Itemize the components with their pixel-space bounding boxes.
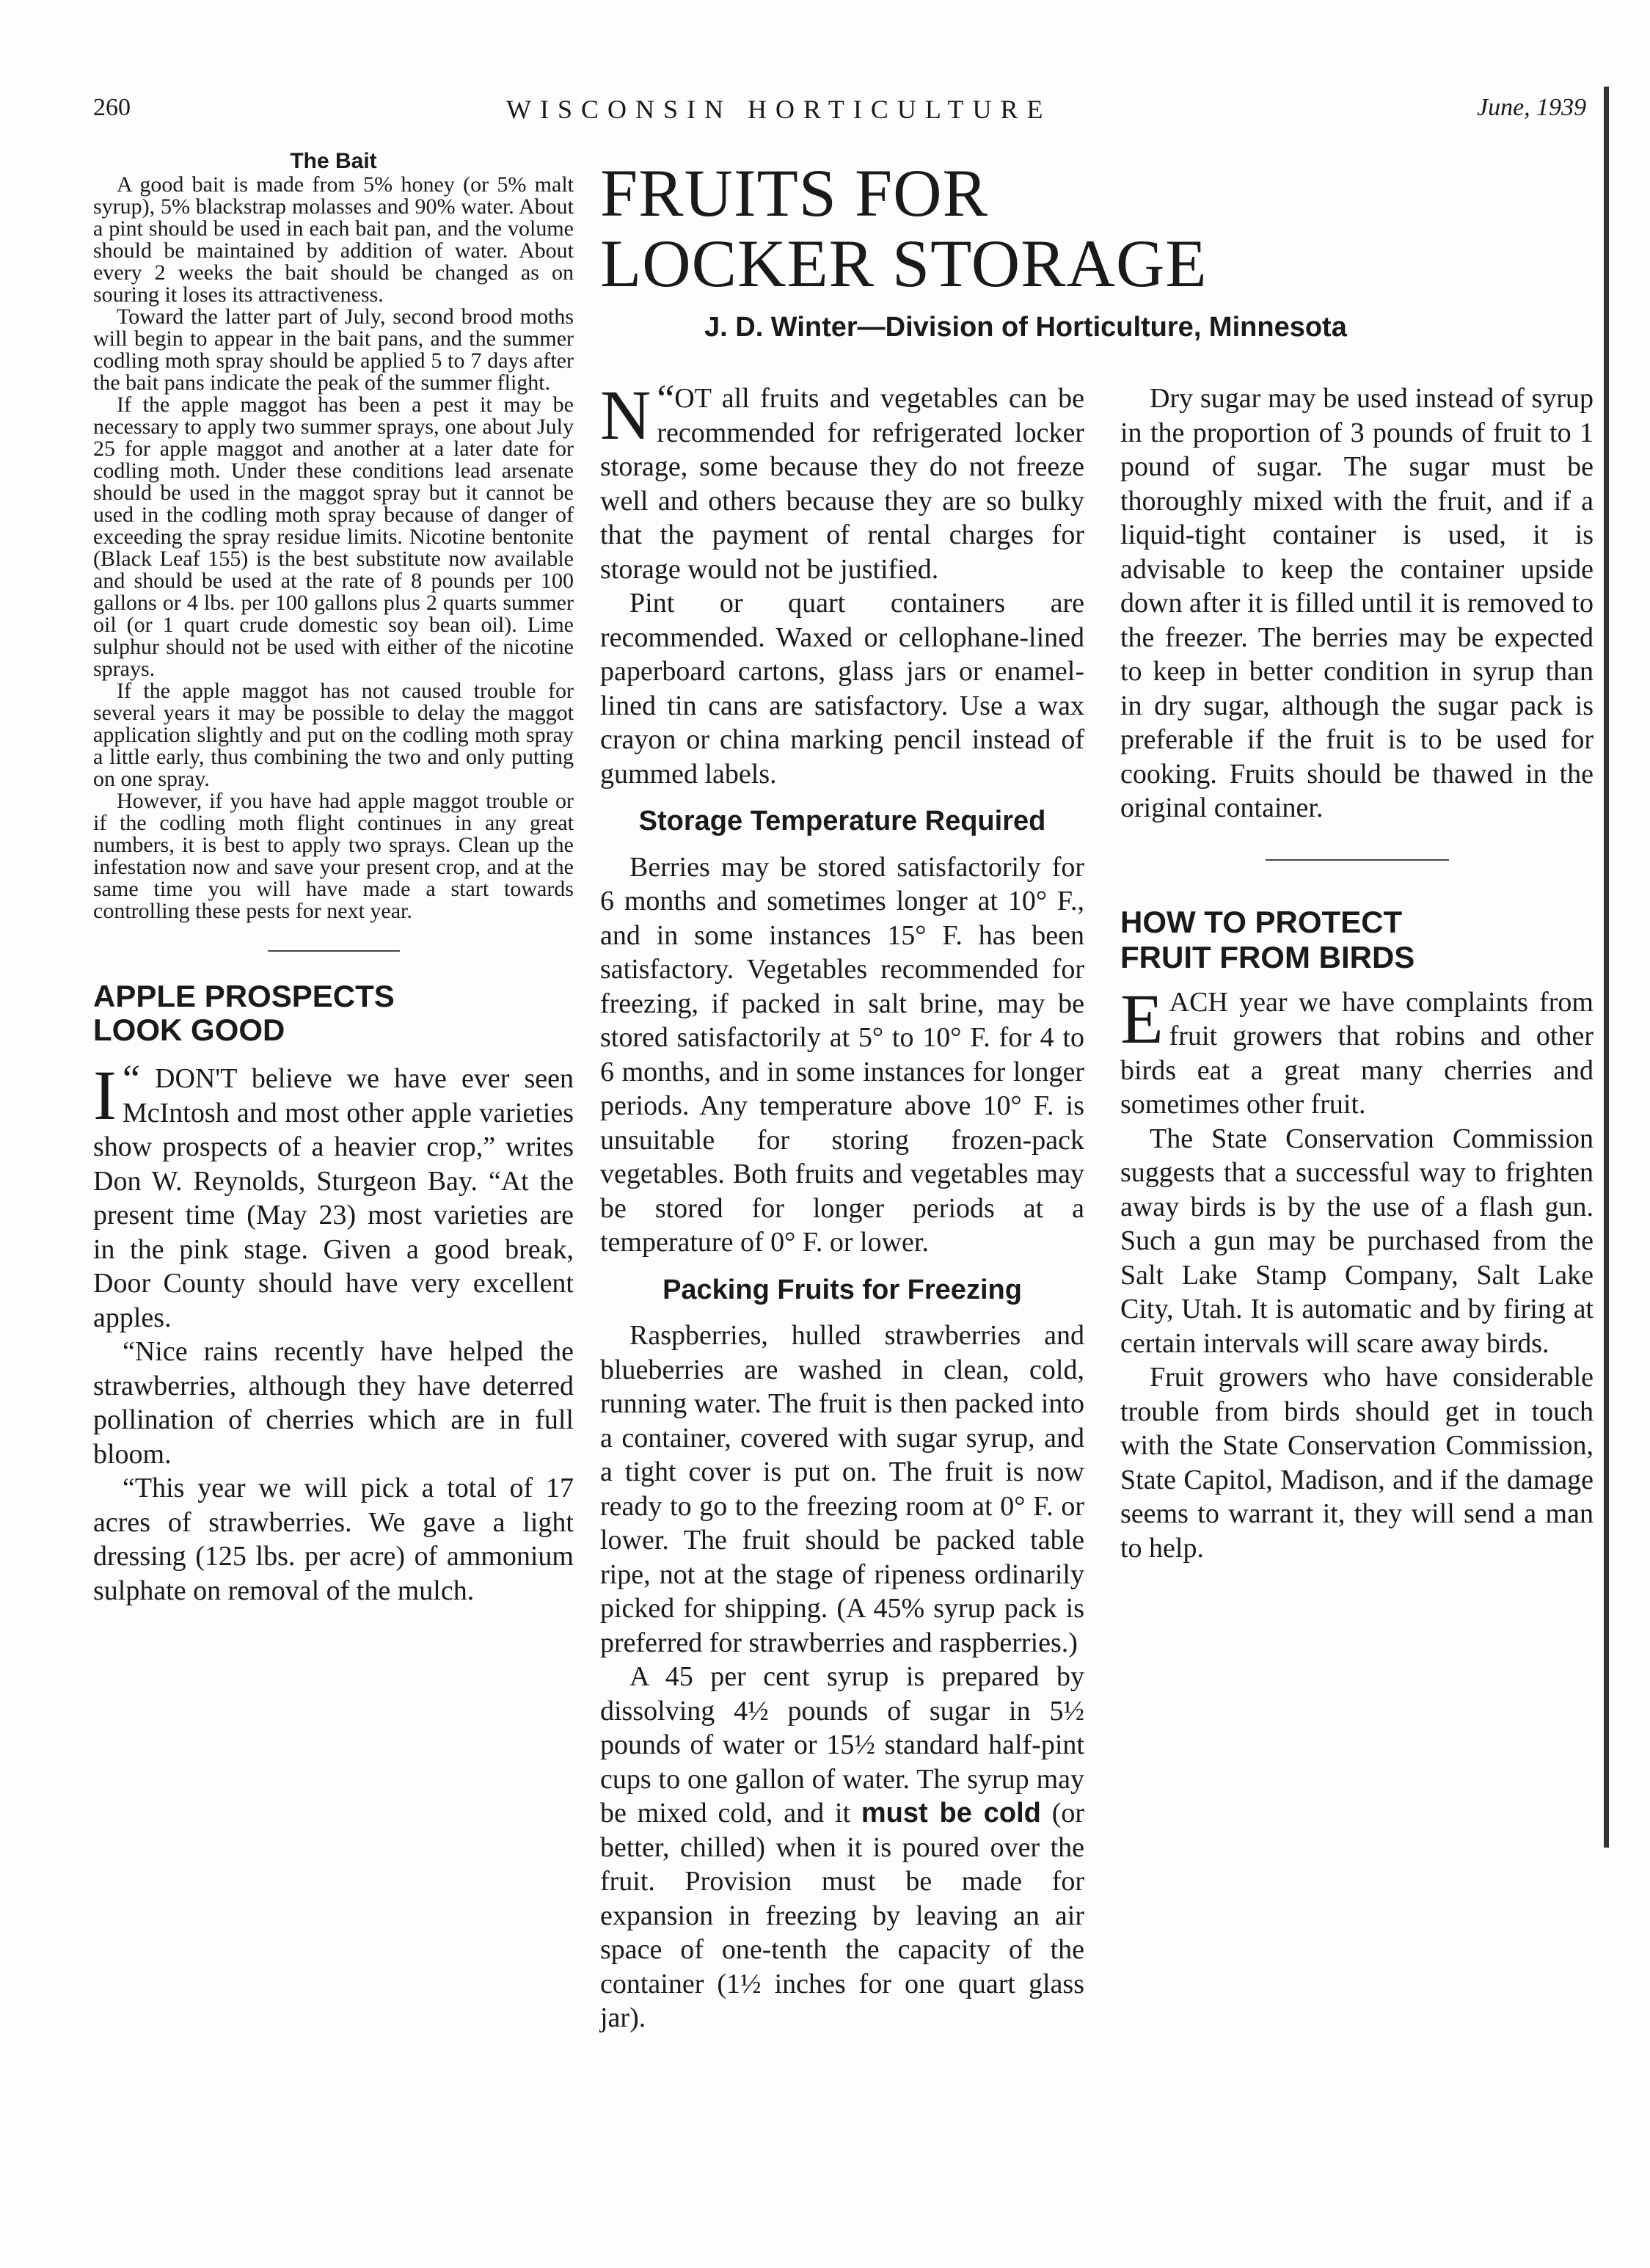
middle-column (600, 376, 1085, 2035)
right-column (1120, 382, 1594, 1565)
bait-paragraph: A good bait is made from 5% honey (or 5% malt syrup), 5% blackstrap molasses and 90% water. About a pint should be used in each bait pan, and the volume should be maintained by addition of water. About every 2 weeks the bait should be changed as on souring it loses its attractiveness. (93, 172, 574, 307)
bait-paragraph: If the apple maggot has been a pest it may be necessary to apply two summer sprays, one about July 25 for apple maggot and another at a later date for codling moth. Under these conditions lead arsenate should be used in the maggot spray but it cannot be used in the codling moth spray because of danger of exceeding the spray residue limits. Nicotine bentonite (Black Leaf 155) is the best substitute now available and should be used at the rate of 8 pounds per 100 gallons or 4 lbs. per 100 gallons plus 2 quarts summer oil (or 1 quart crude domestic soy bean oil). Lime sulphur should not be used with either of the nicotine sprays. (93, 393, 574, 681)
bait-paragraph: Toward the latter part of July, second brood moths will begin to appear in the bait pans, and the summer codling moth spray should be applied 5 to 7 days after the bait pans indicate the peak of the summer flight. (93, 305, 574, 395)
byline: J. D. Winter—Division of Horticulture, Minnesota (704, 312, 1347, 343)
article-paragraph-text: OT all fruits and vegetables can be recommended for refrigerated locker storage, some because they do not freeze well and others because they are so bulky that the payment of rental charges for storage would not be justified. (600, 383, 1084, 585)
drop-quote: “ (657, 376, 675, 420)
bait-section (93, 150, 574, 922)
drop-cap: N (600, 376, 651, 454)
article-first-paragraph (600, 376, 1084, 586)
bait-paragraph: If the apple maggot has not caused trouble for several years it may be possible to delay the maggot application slightly and put on the codling moth spray a little early, thus combining the two and only putting on one spray. (93, 679, 574, 791)
article-paragraph: Raspberries, hulled strawberries and blueberries are washed in clean, cold, running water. The fruit is then packed into a container, covered with sugar syrup, and a tight cover is put on. The fruit is now ready to go to the freezing room at 0° F. or lower. The fruit should be packed table ripe, not at the stage of ripeness ordinarily picked for shipping. (A 45% syrup pack is preferred for strawberries and raspberries.) (600, 1320, 1084, 1658)
emphasis: must be cold (861, 1798, 1041, 1828)
birds-paragraph: Fruit growers who have considerable trouble from birds should get in touch with the State Conservation Commission, State Capitol, Madison, and if the damage seems to warrant it, they will send a man to help. (1120, 1362, 1594, 1564)
apple-heading (93, 980, 574, 1047)
apple-body (93, 1056, 574, 1608)
article-paragraph (600, 1660, 1084, 2035)
section-divider (1266, 859, 1449, 861)
left-column (93, 150, 574, 1608)
birds-heading (1120, 905, 1594, 975)
syrup-text: A 45 per cent syrup is prepared by dissolving 4½ pounds of sugar in 5½ pounds of water or 15½ standard half-pint cups to one gallon of water. The syrup may be mixed cold, and it (600, 1661, 1084, 1828)
apple-paragraph-text: DON'T believe we have ever seen McIntosh and most other apple varieties show prospects of a heavier crop,” writes Don W. Reynolds, Sturgeon Bay. “At the present time (May 23) most varieties are in the pink stage. Given a good break, Door County should have very excellent apples. (93, 1063, 574, 1333)
drop-cap: E (1120, 979, 1164, 1058)
apple-first-paragraph (93, 1056, 574, 1335)
bait-heading: The Bait (290, 149, 377, 173)
article-paragraph: Dry sugar may be used instead of syrup in the proportion of 3 pounds of fruit to 1 pound of sugar. The sugar must be thoroughly mixed with the fruit, and if a liquid-tight container is used, it is advisable to keep the container upside down after it is filled until it is removed to the freezer. The berries may be expected to keep in better condition in syrup than in dry sugar, although the sugar pack is preferable if the fruit is to be used for cooking. Fruits should be thawed in the original container. (1120, 383, 1594, 823)
drop-quote: “ (122, 1057, 140, 1101)
birds-heading-line: FRUIT FROM BIRDS (1120, 939, 1415, 974)
article-paragraph: Pint or quart containers are recommended. Waxed or cellophane-lined paperboard cartons, glass jars or enamel-lined tin cans are satisfactory. Use a wax crayon or china marking pencil instead of gummed labels. (600, 588, 1084, 790)
packing-heading: Packing Fruits for Freezing (662, 1274, 1022, 1305)
syrup-text-rest: (or better, chilled) when it is poured over the fruit. Provision must be made for expansion in freezing by leaving an air space of one-tenth the capacity of the container (1½ inches for one quart glass jar). (600, 1798, 1085, 2033)
title-line: FRUITS FOR (600, 156, 988, 230)
birds-paragraph-text: ACH year we have complaints from fruit growers that robins and other birds eat a great many cherries and sometimes other fruit. (1120, 986, 1594, 1120)
storage-heading: Storage Temperature Required (638, 806, 1046, 836)
section-divider (268, 950, 400, 952)
title-line: LOCKER STORAGE (600, 226, 1208, 301)
page-number: 260 (93, 94, 131, 121)
drop-cap: I (93, 1056, 117, 1134)
article-paragraph: Berries may be stored satisfactorily for 6 months and sometimes longer at 10° F., and in some instances 15° F. has been satisfactory. Vegetables recommended for freezing, if packed in salt brine, may be stored satisfactorily at 5° to 10° F. for 4 to 6 months, and in some instances for longer periods. Any temperature above 10° F. is unsuitable for storing frozen-pack vegetables. Both fruits and vegetables may be stored for longer periods at a temperature of 0° F. or lower. (600, 851, 1084, 1258)
apple-paragraph: “This year we will pick a total of 17 acres of strawberries. We gave a light dressing (125 lbs. per acre) of ammonium sulphate on removal of the mulch. (93, 1473, 574, 1606)
apple-heading-line: APPLE PROSPECTS (93, 979, 395, 1013)
issue-date: June, 1939 (1477, 94, 1587, 121)
birds-heading-line: HOW TO PROTECT (1120, 904, 1403, 939)
bait-paragraph: However, if you have had apple maggot trouble or if the codling moth flight continues in any great numbers, it is best to apply two sprays. Clean up the infestation now and save your present crop, and at the same time you will have made a start towards controlling these pests for next year. (93, 789, 574, 923)
apple-paragraph: “Nice rains recently have helped the strawberries, although they have deterred pollination of cherries which are in full bloom. (93, 1336, 574, 1470)
article-title (600, 158, 1208, 299)
birds-first-paragraph (1120, 979, 1594, 1122)
right-edge-rule (1604, 87, 1609, 1848)
apple-heading-line: LOOK GOOD (93, 1013, 285, 1047)
birds-paragraph: The State Conservation Commission suggests that a successful way to frighten away birds is by the use of a flash gun. Such a gun may be purchased from the Salt Lake Stamp Company, Salt Lake City, Utah. It is automatic and by firing at certain intervals will scare away birds. (1120, 1123, 1594, 1359)
magazine-title: WISCONSIN HORTICULTURE (506, 95, 1052, 124)
